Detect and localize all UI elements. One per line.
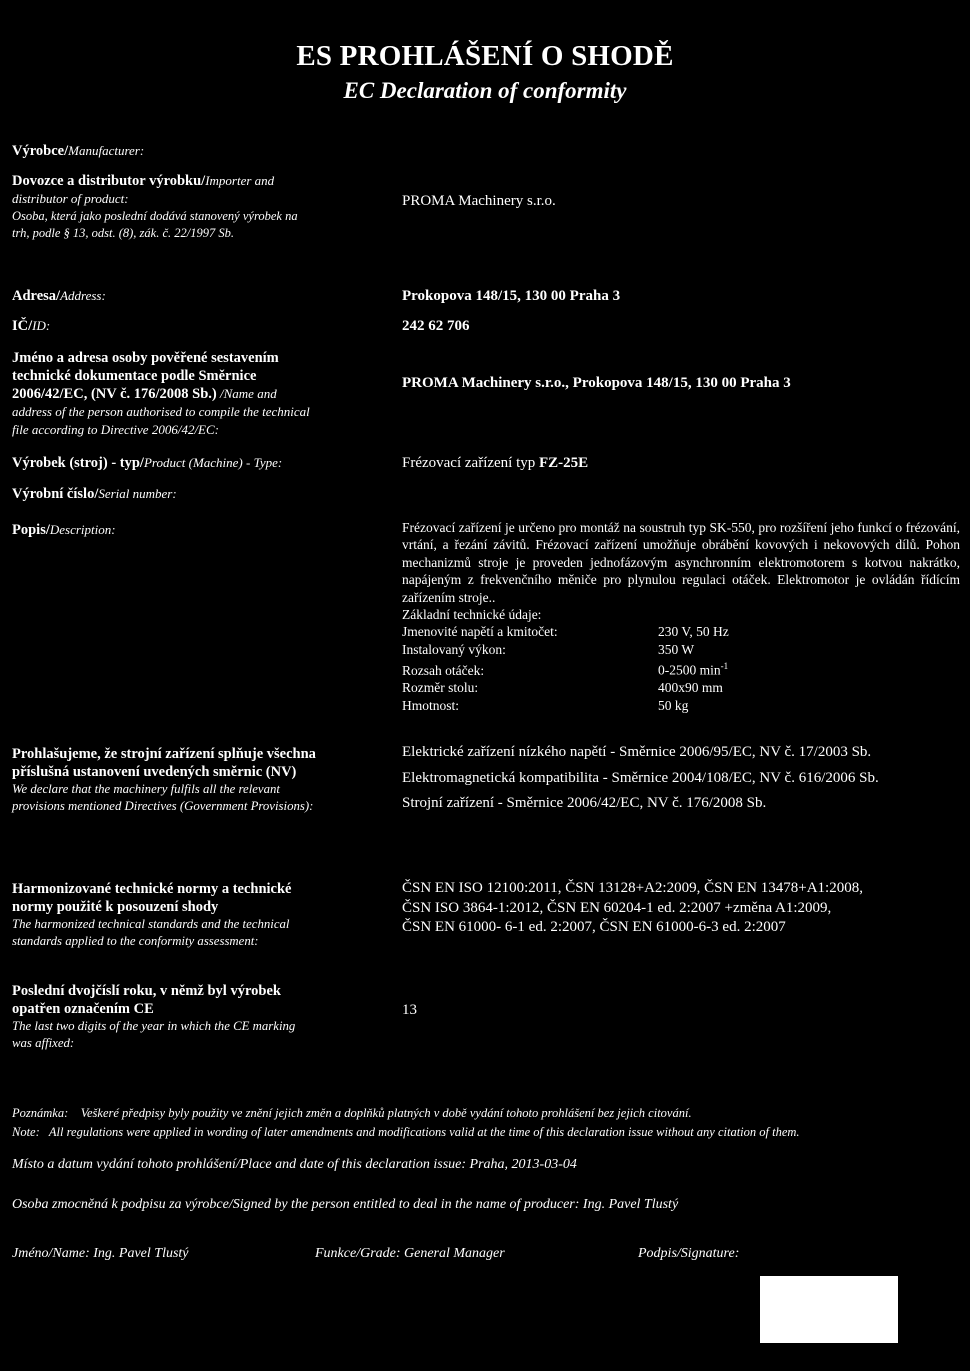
declaration-label: Prohlašujeme, že strojní zařízení splňuje všechna příslušná ustanovení uvedených směrnic (NV) We declare that the machinery fulfils all the relevant provisions mentioned Directives (Government Provisions): (12, 746, 316, 813)
note-en: Note: All regulations were applied in wording of later amendments and modifications valid at the time of this declaration issue without any citation of them. (12, 1124, 800, 1139)
product-value: Frézovací zařízení typ FZ-25E (402, 455, 589, 471)
norms-list (402, 879, 863, 938)
norm-item: ČSN EN ISO 12100:2011, ČSN 13128+A2:2009, ČSN EN 13478+A1:2008, (402, 880, 863, 896)
serial-label: Výrobní číslo/Serial number: (12, 486, 177, 502)
signer-name: Jméno/Name: Ing. Pavel Tlustý (12, 1246, 189, 1261)
signature-label: Podpis/Signature: (638, 1246, 740, 1261)
signed-by: Osoba zmocněná k podpisu za výrobce/Signed by the person entitled to deal in the name of producer: Ing. Pavel Tlustý (12, 1197, 679, 1212)
product-label: Výrobek (stroj) - typ/Product (Machine) - Type: (12, 455, 283, 471)
directive-item: Strojní zařízení - Směrnice 2006/42/EC, NV č. 176/2008 Sb. (402, 795, 767, 811)
manufacturer-label: Výrobce/Manufacturer: (12, 143, 145, 159)
notes (12, 1104, 960, 1141)
document-title: ES PROHLÁŠENÍ O SHODĚ (296, 40, 674, 72)
note-cs: Poznámka: Veškeré předpisy byly použity ve znění jejich změn a doplňků platných v době vydání tohoto prohlášení bez jejich citování. (12, 1106, 692, 1120)
id-label: IČ/ID: (12, 318, 51, 334)
spec-row: Jmenovité napětí a kmitočet: 230 V, 50 Hz (402, 624, 729, 640)
norm-item: ČSN ISO 3864-1:2012, ČSN EN 60204-1 ed. 2:2007 +změna A1:2009, (402, 899, 832, 916)
spec-row: Instalovaný výkon: 350 W (402, 641, 695, 657)
directives-list (402, 740, 879, 817)
address-label: Adresa/Address: (12, 288, 106, 304)
address-value: Prokopova 148/15, 130 00 Praha 3 (402, 288, 621, 304)
harmonized-label: Harmonizované technické normy a technické normy použité k posouzení shody The harmonized technical standards and the technical standards applied to the conformity assessment: (12, 881, 292, 948)
spec-row: Rozsah otáček: 0-2500 $\min^{-1}$ (402, 661, 729, 678)
specs-table (402, 606, 729, 714)
importer-value: PROMA Machinery s.r.o. (402, 193, 556, 209)
spec-row: Rozměr stolu: 400x90 mm (402, 680, 723, 696)
specs-heading: Základní technické údaje: (402, 607, 542, 622)
authorised-person-value: PROMA Machinery s.r.o., Prokopova 148/15, 130 00 Praha 3 (402, 375, 791, 391)
norm-item: ČSN EN 61000- 6-1 ed. 2:2007, ČSN EN 61000-6-3 ed. 2:2007 (402, 919, 786, 935)
directive-item: Elektromagnetická kompatibilita - Směrnice 2004/108/EC, NV č. 616/2006 Sb. (402, 769, 879, 786)
ce-year-label: Poslední dvojčíslí roku, v němž byl výrobek opatřen označením CE The last two digits of the year in which the CE marking was affixed: (12, 983, 296, 1050)
signer-grade: Funkce/Grade: General Manager (315, 1246, 505, 1261)
description-text: Frézovací zařízení je určeno pro montáž na soustruh typ SK-550, pro rozšíření jeho funkcí o frézování, vrtání, a řezání závitů. Frézovací zařízení umožňuje obrábění kovových i nekovových dílů. Pohon mechanizmů stroje je proveden jednofázovým asynchronním elektromotorem s kotvou nakrátko, napájeným z frekvenčního měniče pro plynulou regulaci otáček. Elektromotor je ovládán řídícím zařízením stroje.. (402, 520, 960, 605)
signature-box (760, 1276, 898, 1343)
directive-item: Elektrické zařízení nízkého napětí - Směrnice 2006/95/EC, NV č. 17/2003 Sb. (402, 744, 872, 760)
place-and-date: Místo a datum vydání tohoto prohlášení/Place and date of this declaration issue: Praha, 2013-03-04 (12, 1157, 577, 1172)
authorised-person-label: Jméno a adresa osoby pověřené sestavením technické dokumentace podle Směrnice 2006/42/EC, (NV č. 176/2008 Sb.) /Name and address of the person authorised to compile the technical file according to Directive 2006/42/EC: (12, 350, 310, 437)
id-value: 242 62 706 (402, 318, 470, 334)
spec-row: Hmotnost: 50 kg (402, 697, 689, 713)
description-label: Popis/Description: (12, 522, 116, 538)
ce-year-value: 13 (402, 1002, 417, 1018)
importer-label: Dovozce a distributor výrobku/Importer and distributor of product: Osoba, která jako poslední dodává stanovený výrobek na trh, podle § 13, odst. (8), zák. č. 22/1997 Sb. (12, 173, 298, 240)
document-subtitle: EC Declaration of conformity (343, 78, 627, 103)
